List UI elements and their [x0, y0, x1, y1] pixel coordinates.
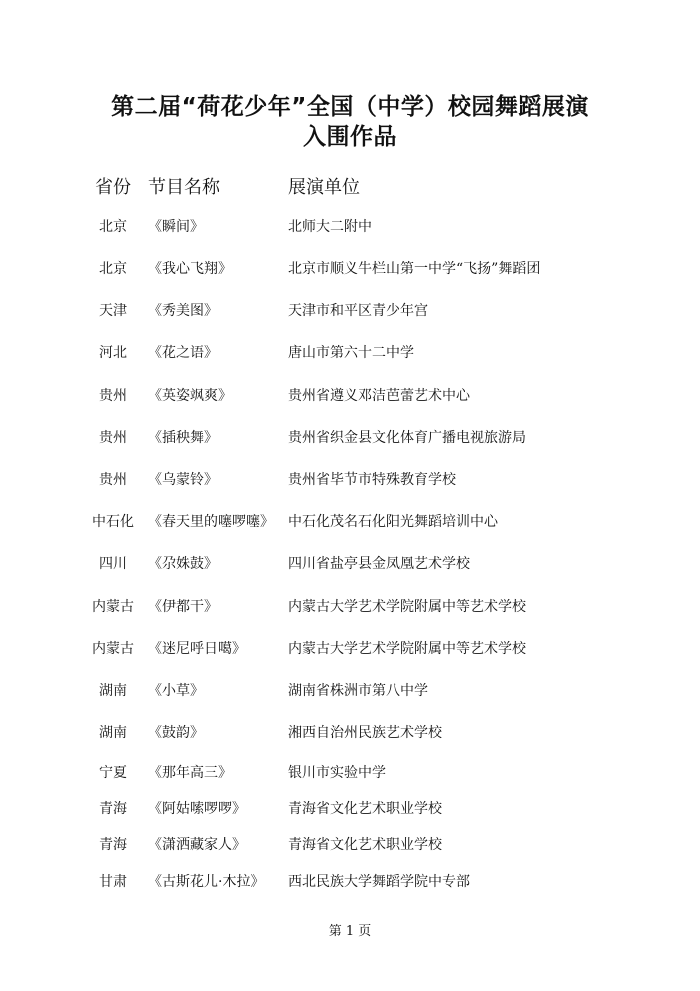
cell-province: 四川 [99, 556, 127, 572]
page-subtitle: 入围作品 [303, 124, 397, 150]
cell-province: 贵州 [99, 388, 127, 404]
cell-program: 《我心飞翔》 [148, 261, 232, 277]
cell-province: 内蒙古 [92, 599, 134, 615]
cell-program: 《乌蒙铃》 [148, 472, 218, 488]
cell-province: 内蒙古 [92, 641, 134, 657]
cell-province: 湖南 [99, 725, 127, 741]
cell-province: 河北 [99, 345, 127, 361]
cell-unit: 内蒙古大学艺术学院附属中等艺术学校 [288, 599, 526, 615]
table-row [0, 798, 700, 820]
table-row [0, 258, 700, 280]
table-row [0, 596, 700, 618]
cell-program: 《那年高三》 [148, 765, 232, 781]
cell-unit: 内蒙古大学艺术学院附属中等艺术学校 [288, 641, 526, 657]
cell-unit: 贵州省毕节市特殊教育学校 [288, 472, 456, 488]
cell-program: 《插秧舞》 [148, 430, 218, 446]
cell-unit: 中石化茂名石化阳光舞蹈培训中心 [288, 514, 498, 530]
header-unit: 展演单位 [288, 177, 360, 198]
cell-province: 宁夏 [99, 765, 127, 781]
cell-unit: 银川市实验中学 [288, 765, 386, 781]
cell-unit: 北师大二附中 [288, 219, 372, 235]
cell-province: 贵州 [99, 430, 127, 446]
header-program: 节目名称 [148, 177, 220, 198]
cell-unit: 青海省文化艺术职业学校 [288, 801, 442, 817]
cell-province: 北京 [99, 261, 127, 277]
cell-program: 《潇洒藏家人》 [148, 837, 246, 853]
cell-province: 甘肃 [99, 874, 127, 890]
header-province: 省份 [95, 177, 131, 198]
cell-province: 贵州 [99, 472, 127, 488]
table-row [0, 342, 700, 364]
cell-province: 北京 [99, 219, 127, 235]
cell-program: 《古斯花儿·木拉》 [148, 874, 265, 890]
table-row [0, 469, 700, 491]
cell-program: 《尕姝鼓》 [148, 556, 218, 572]
cell-program: 《英姿飒爽》 [148, 388, 232, 404]
table-row [0, 553, 700, 575]
cell-program: 《伊都干》 [148, 599, 218, 615]
cell-province: 湖南 [99, 683, 127, 699]
table-row [0, 638, 700, 660]
table-row [0, 216, 700, 238]
cell-unit: 贵州省遵义邓洁芭蕾艺术中心 [288, 388, 470, 404]
table-row [0, 511, 700, 533]
cell-province: 青海 [99, 801, 127, 817]
cell-unit: 唐山市第六十二中学 [288, 345, 414, 361]
table-row [0, 427, 700, 449]
page-title: 第二届“荷花少年”全国（中学）校园舞蹈展演 [111, 94, 589, 120]
table-row [0, 385, 700, 407]
cell-unit: 湘西自治州民族艺术学校 [288, 725, 442, 741]
cell-unit: 西北民族大学舞蹈学院中专部 [288, 874, 470, 890]
table-row [0, 300, 700, 322]
cell-unit: 四川省盐亭县金凤凰艺术学校 [288, 556, 470, 572]
cell-unit: 湖南省株洲市第八中学 [288, 683, 428, 699]
page-number: 第 1 页 [328, 924, 372, 939]
cell-province: 天津 [99, 303, 127, 319]
table-row [0, 762, 700, 784]
cell-program: 《鼓韵》 [148, 725, 204, 741]
table-row [0, 680, 700, 702]
table-row [0, 871, 700, 893]
table-row [0, 834, 700, 856]
cell-program: 《阿姑嗦啰啰》 [148, 801, 246, 817]
cell-unit: 贵州省织金县文化体育广播电视旅游局 [288, 430, 526, 446]
cell-unit: 青海省文化艺术职业学校 [288, 837, 442, 853]
cell-program: 《小草》 [148, 683, 204, 699]
cell-program: 《春天里的噻啰噻》 [148, 514, 274, 530]
cell-province: 中石化 [92, 514, 134, 530]
cell-program: 《迷尼呼日噶》 [148, 641, 246, 657]
cell-program: 《花之语》 [148, 345, 218, 361]
cell-program: 《瞬间》 [148, 219, 204, 235]
cell-province: 青海 [99, 837, 127, 853]
cell-unit: 北京市顺义牛栏山第一中学“飞扬”舞蹈团 [288, 261, 541, 277]
table-header [0, 173, 700, 203]
cell-program: 《秀美图》 [148, 303, 218, 319]
cell-unit: 天津市和平区青少年宫 [288, 303, 428, 319]
table-row [0, 722, 700, 744]
